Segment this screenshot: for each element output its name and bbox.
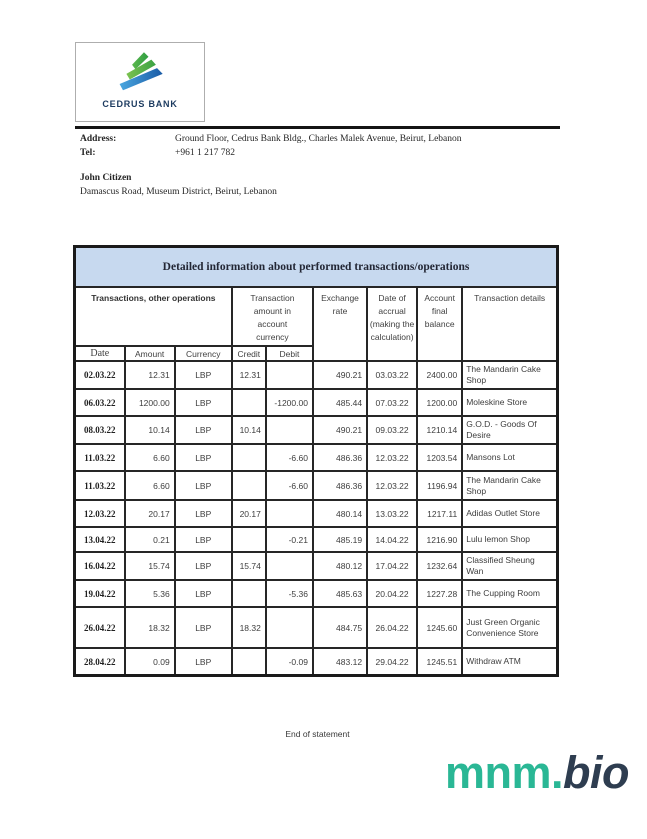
bank-contact-block [80,132,462,160]
table-row [75,389,558,416]
cell-debit: -6.60 [266,444,313,471]
cell-amount: 1200.00 [125,389,175,416]
cell-balance: 1216.90 [417,527,462,552]
table-row [75,444,558,471]
cell-currency: LBP [175,500,232,527]
cell-amount: 20.17 [125,500,175,527]
cell-debit: -1200.00 [266,389,313,416]
cell-currency: LBP [175,361,232,389]
divider [75,126,560,129]
cell-debit [266,416,313,444]
table-title: Detailed information about performed transactions/operations [75,247,558,287]
watermark-mnm: mnm. [445,747,564,798]
cell-debit [266,500,313,527]
cell-credit: 12.31 [232,361,266,389]
cell-balance: 1203.54 [417,444,462,471]
cell-date: 11.03.22 [75,444,125,471]
cell-credit [232,471,266,500]
cell-details: Withdraw ATM [462,648,557,675]
table-row [75,580,558,607]
cell-debit: -5.36 [266,580,313,607]
cell-balance: 1232.64 [417,552,462,580]
cell-amount: 10.14 [125,416,175,444]
cell-details: Moleskine Store [462,389,557,416]
cell-accrual: 12.03.22 [367,471,417,500]
header-account-final-balance-label: Account final balance [424,292,456,329]
cell-credit [232,389,266,416]
cell-amount: 0.09 [125,648,175,675]
cell-credit: 20.17 [232,500,266,527]
cell-date: 19.04.22 [75,580,125,607]
table-row [75,416,558,444]
table-row [75,552,558,580]
cell-credit: 15.74 [232,552,266,580]
cell-accrual: 12.03.22 [367,444,417,471]
table-row [75,500,558,527]
cell-currency: LBP [175,416,232,444]
cell-currency: LBP [175,648,232,675]
cell-rate: 483.12 [313,648,367,675]
cell-details: Just Green Organic Convenience Store [462,607,557,648]
cell-credit [232,580,266,607]
cell-accrual: 13.03.22 [367,500,417,527]
bank-logo-box [75,42,205,122]
cell-debit [266,607,313,648]
cell-date: 11.03.22 [75,471,125,500]
cell-balance: 1200.00 [417,389,462,416]
cell-debit: -6.60 [266,471,313,500]
cell-details: The Mandarin Cake Shop [462,471,557,500]
tel-value: +961 1 217 782 [175,148,235,158]
header-transactions-group: Transactions, other operations [75,287,232,347]
cell-credit: 10.14 [232,416,266,444]
header-credit: Credit [232,346,266,361]
customer-name: John Citizen [80,173,132,183]
cell-amount: 0.21 [125,527,175,552]
mnm-bio-watermark [445,747,629,798]
cell-date: 13.04.22 [75,527,125,552]
cell-rate: 486.36 [313,444,367,471]
cell-details: Adidas Outlet Store [462,500,557,527]
cell-rate: 490.21 [313,361,367,389]
customer-block [80,171,277,199]
cell-rate: 490.21 [313,416,367,444]
cell-balance: 1217.11 [417,500,462,527]
watermark-bio: bio [563,747,629,798]
end-of-statement: End of statement [285,729,350,739]
header-account-final-balance [417,287,462,362]
header-exchange-rate: Exchange rate [313,287,367,362]
table-header-group-row [75,287,558,347]
cell-amount: 6.60 [125,471,175,500]
header-amount: Amount [125,346,175,361]
table-row [75,471,558,500]
address-value: Ground Floor, Cedrus Bank Bldg., Charles Malek Avenue, Beirut, Lebanon [175,134,462,144]
cell-amount: 5.36 [125,580,175,607]
table-row [75,361,558,389]
cell-date: 02.03.22 [75,361,125,389]
cell-currency: LBP [175,471,232,500]
cell-debit: -0.09 [266,648,313,675]
table-title-row [75,247,558,287]
header-date-of-accrual [367,287,417,362]
header-transaction-details: Transaction details [462,287,557,362]
address-row [80,132,462,146]
cell-credit [232,648,266,675]
cell-details: G.O.D. - Goods Of Desire [462,416,557,444]
cell-balance: 1245.60 [417,607,462,648]
cell-rate: 485.19 [313,527,367,552]
cell-accrual: 14.04.22 [367,527,417,552]
cell-currency: LBP [175,444,232,471]
header-date: Date [75,346,125,361]
cell-amount: 18.32 [125,607,175,648]
cell-balance: 1245.51 [417,648,462,675]
header-amount-group [232,287,313,347]
cell-rate: 485.44 [313,389,367,416]
cell-date: 16.04.22 [75,552,125,580]
cell-rate: 484.75 [313,607,367,648]
bank-logo-text: CEDRUS BANK [102,99,178,109]
cell-accrual: 29.04.22 [367,648,417,675]
cell-accrual: 07.03.22 [367,389,417,416]
header-debit: Debit [266,346,313,361]
cell-amount: 12.31 [125,361,175,389]
cedrus-bank-logo-icon [111,43,169,97]
address-label: Address: [80,134,117,144]
cell-details: The Cupping Room [462,580,557,607]
cell-debit [266,361,313,389]
cell-rate: 485.63 [313,580,367,607]
header-currency: Currency [175,346,232,361]
cell-date: 28.04.22 [75,648,125,675]
header-date-of-accrual-label: Date of accrual (making the calculation) [369,292,415,343]
cell-accrual: 20.04.22 [367,580,417,607]
cell-details: Lulu lemon Shop [462,527,557,552]
cell-date: 26.04.22 [75,607,125,648]
cell-debit [266,552,313,580]
cell-credit [232,444,266,471]
cell-credit [232,527,266,552]
cell-balance: 1227.28 [417,580,462,607]
cell-currency: LBP [175,580,232,607]
table-row [75,607,558,648]
table-row [75,648,558,675]
cell-date: 08.03.22 [75,416,125,444]
cell-date: 06.03.22 [75,389,125,416]
cell-amount: 15.74 [125,552,175,580]
cell-credit: 18.32 [232,607,266,648]
cell-accrual: 26.04.22 [367,607,417,648]
cell-rate: 486.36 [313,471,367,500]
cell-rate: 480.14 [313,500,367,527]
tel-label: Tel: [80,148,96,158]
cell-amount: 6.60 [125,444,175,471]
cell-details: Classified Sheung Wan [462,552,557,580]
cell-details: The Mandarin Cake Shop [462,361,557,389]
table-row [75,527,558,552]
cell-currency: LBP [175,607,232,648]
cell-accrual: 03.03.22 [367,361,417,389]
transactions-body [75,361,558,675]
cell-balance: 1210.14 [417,416,462,444]
cell-details: Mansons Lot [462,444,557,471]
header-amount-group-label: Transaction amount in account currency [250,292,295,343]
tel-row [80,146,462,160]
cell-currency: LBP [175,389,232,416]
cell-currency: LBP [175,527,232,552]
cell-date: 12.03.22 [75,500,125,527]
cell-balance: 1196.94 [417,471,462,500]
cell-accrual: 09.03.22 [367,416,417,444]
cell-debit: -0.21 [266,527,313,552]
cell-accrual: 17.04.22 [367,552,417,580]
cell-balance: 2400.00 [417,361,462,389]
cell-currency: LBP [175,552,232,580]
transactions-table [73,245,559,677]
customer-address: Damascus Road, Museum District, Beirut, Lebanon [80,187,277,197]
cell-rate: 480.12 [313,552,367,580]
